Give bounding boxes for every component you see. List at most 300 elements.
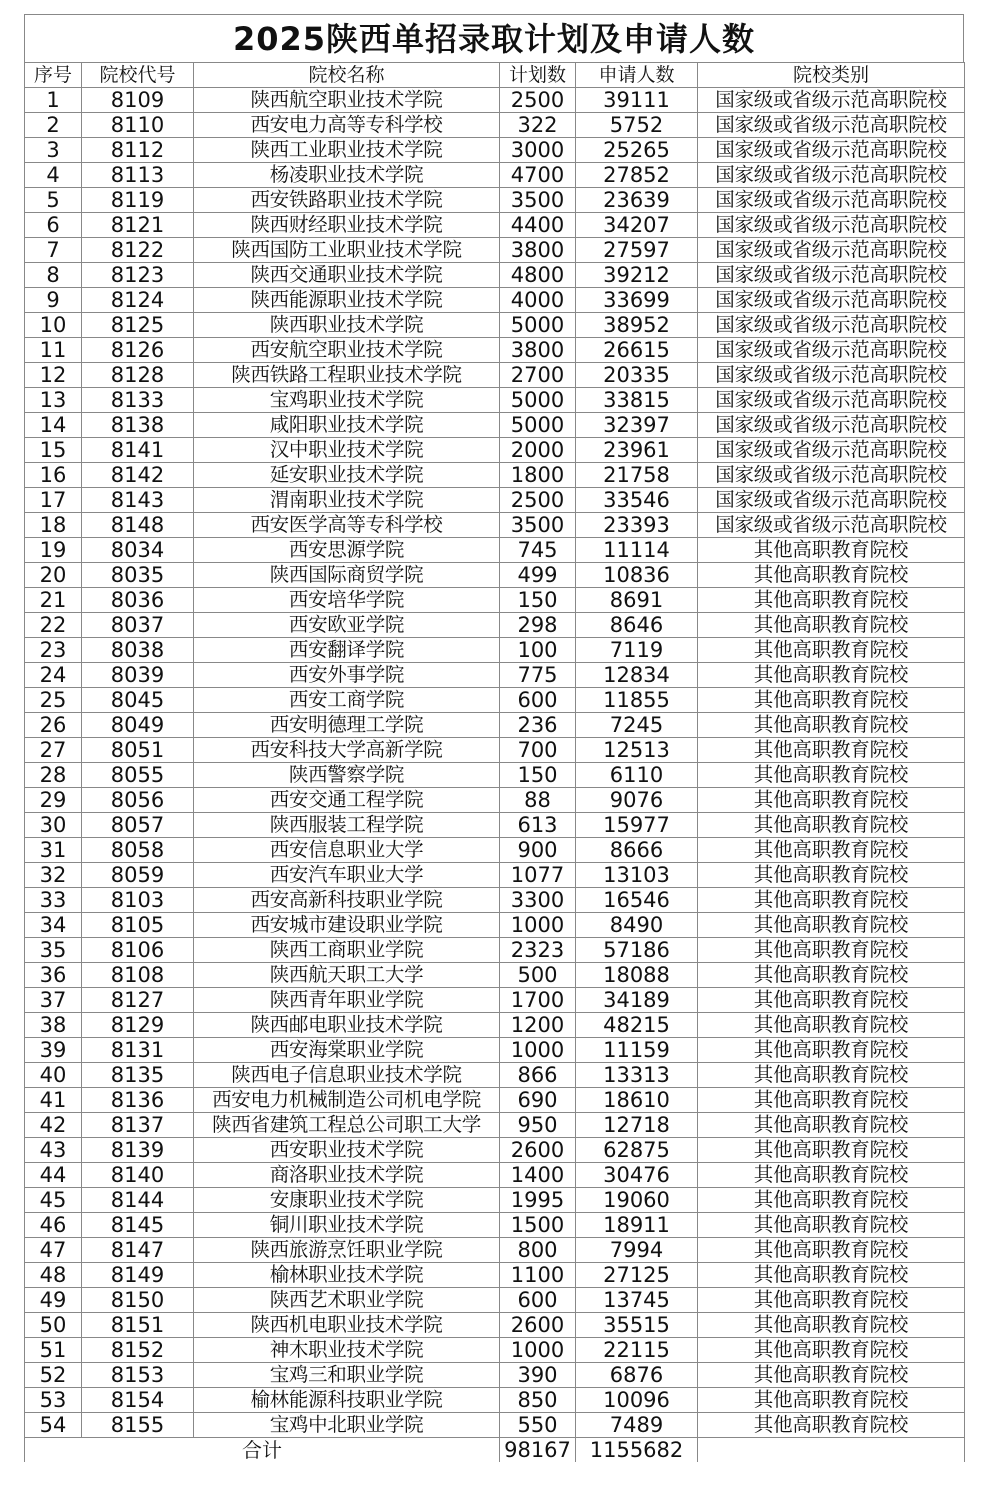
cell-school-name: 西安翻译学院 [194,638,500,663]
cell-school-code: 8149 [82,1263,194,1288]
cell-school-code: 8128 [82,363,194,388]
cell-school-name: 陕西航空职业技术学院 [194,88,500,113]
cell-school-name: 渭南职业技术学院 [194,488,500,513]
cell-school-name: 宝鸡职业技术学院 [194,388,500,413]
cell-school-code: 8153 [82,1363,194,1388]
table-row [25,313,965,338]
cell-school-category: 国家级或省级示范高职院校 [698,338,965,363]
table-row [25,1088,965,1113]
cell-applicant-count: 32397 [576,413,698,438]
cell-school-category: 国家级或省级示范高职院校 [698,88,965,113]
cell-school-category: 国家级或省级示范高职院校 [698,213,965,238]
cell-school-name: 陕西青年职业学院 [194,988,500,1013]
cell-applicant-count: 62875 [576,1138,698,1163]
cell-plan-count: 800 [500,1238,576,1263]
cell-school-category: 其他高职教育院校 [698,638,965,663]
cell-applicant-count: 13745 [576,1288,698,1313]
cell-applicant-count: 23961 [576,438,698,463]
cell-school-code: 8109 [82,88,194,113]
cell-school-name: 陕西旅游烹饪职业学院 [194,1238,500,1263]
cell-plan-count: 1995 [500,1188,576,1213]
cell-school-code: 8145 [82,1213,194,1238]
total-plan: 98167 [500,1438,576,1463]
cell-plan-count: 2000 [500,438,576,463]
cell-school-name: 安康职业技术学院 [194,1188,500,1213]
cell-school-name: 咸阳职业技术学院 [194,413,500,438]
table-row [25,388,965,413]
cell-school-code: 8126 [82,338,194,363]
table-row [25,913,965,938]
cell-applicant-count: 26615 [576,338,698,363]
cell-index: 3 [25,138,82,163]
cell-school-code: 8034 [82,538,194,563]
cell-applicant-count: 33699 [576,288,698,313]
cell-school-category: 其他高职教育院校 [698,1063,965,1088]
cell-school-code: 8139 [82,1138,194,1163]
header-row [25,63,965,88]
table-row [25,813,965,838]
cell-applicant-count: 33815 [576,388,698,413]
cell-index: 47 [25,1238,82,1263]
table-row [25,988,965,1013]
cell-applicant-count: 27852 [576,163,698,188]
table-row [25,788,965,813]
cell-applicant-count: 8490 [576,913,698,938]
cell-school-name: 陕西国防工业职业技术学院 [194,238,500,263]
cell-school-category: 其他高职教育院校 [698,1238,965,1263]
table-row [25,263,965,288]
table-row [25,288,965,313]
cell-applicant-count: 48215 [576,1013,698,1038]
table-row [25,588,965,613]
cell-school-name: 陕西航天职工大学 [194,963,500,988]
cell-school-code: 8103 [82,888,194,913]
table-row [25,138,965,163]
cell-index: 4 [25,163,82,188]
cell-plan-count: 900 [500,838,576,863]
cell-plan-count: 5000 [500,413,576,438]
cell-school-code: 8131 [82,1038,194,1063]
cell-index: 13 [25,388,82,413]
cell-plan-count: 1100 [500,1263,576,1288]
cell-school-category: 其他高职教育院校 [698,613,965,638]
cell-index: 35 [25,938,82,963]
cell-school-code: 8037 [82,613,194,638]
cell-school-name: 延安职业技术学院 [194,463,500,488]
cell-school-name: 西安铁路职业技术学院 [194,188,500,213]
cell-school-code: 8142 [82,463,194,488]
cell-index: 45 [25,1188,82,1213]
cell-school-code: 8049 [82,713,194,738]
cell-index: 10 [25,313,82,338]
cell-index: 23 [25,638,82,663]
header-school-name: 院校名称 [194,63,500,88]
cell-plan-count: 390 [500,1363,576,1388]
cell-applicant-count: 23639 [576,188,698,213]
table-row [25,488,965,513]
cell-school-code: 8056 [82,788,194,813]
cell-plan-count: 500 [500,963,576,988]
cell-plan-count: 950 [500,1113,576,1138]
cell-index: 54 [25,1413,82,1438]
cell-index: 20 [25,563,82,588]
cell-school-category: 其他高职教育院校 [698,988,965,1013]
cell-school-code: 8108 [82,963,194,988]
cell-plan-count: 298 [500,613,576,638]
table-row [25,438,965,463]
cell-index: 24 [25,663,82,688]
cell-school-category: 国家级或省级示范高职院校 [698,138,965,163]
cell-school-name: 陕西交通职业技术学院 [194,263,500,288]
table-row [25,213,965,238]
cell-applicant-count: 5752 [576,113,698,138]
cell-school-category: 其他高职教育院校 [698,563,965,588]
cell-index: 52 [25,1363,82,1388]
cell-index: 11 [25,338,82,363]
table-row [25,513,965,538]
cell-applicant-count: 18088 [576,963,698,988]
cell-school-name: 西安交通工程学院 [194,788,500,813]
table-row [25,1238,965,1263]
cell-applicant-count: 21758 [576,463,698,488]
table-row [25,463,965,488]
cell-school-name: 榆林职业技术学院 [194,1263,500,1288]
cell-index: 25 [25,688,82,713]
cell-school-code: 8039 [82,663,194,688]
cell-applicant-count: 39111 [576,88,698,113]
cell-school-name: 杨凌职业技术学院 [194,163,500,188]
cell-school-category: 其他高职教育院校 [698,1288,965,1313]
cell-school-category: 其他高职教育院校 [698,1138,965,1163]
cell-school-category: 其他高职教育院校 [698,888,965,913]
cell-applicant-count: 33546 [576,488,698,513]
table-row [25,1313,965,1338]
cell-plan-count: 3800 [500,338,576,363]
cell-school-name: 西安外事学院 [194,663,500,688]
cell-school-name: 西安海棠职业学院 [194,1038,500,1063]
cell-school-code: 8136 [82,1088,194,1113]
total-row [25,1438,965,1463]
cell-school-name: 西安航空职业技术学院 [194,338,500,363]
cell-school-name: 西安电力高等专科学校 [194,113,500,138]
total-category-empty [698,1438,965,1463]
table-row [25,88,965,113]
total-label: 合计 [25,1438,500,1463]
cell-applicant-count: 25265 [576,138,698,163]
cell-school-name: 西安电力机械制造公司机电学院 [194,1088,500,1113]
cell-index: 15 [25,438,82,463]
cell-school-category: 国家级或省级示范高职院校 [698,313,965,338]
table-row [25,563,965,588]
cell-school-category: 其他高职教育院校 [698,1013,965,1038]
cell-school-name: 西安欧亚学院 [194,613,500,638]
cell-school-name: 榆林能源科技职业学院 [194,1388,500,1413]
table-row [25,1413,965,1438]
cell-applicant-count: 13313 [576,1063,698,1088]
cell-school-category: 其他高职教育院校 [698,738,965,763]
cell-index: 6 [25,213,82,238]
cell-school-category: 国家级或省级示范高职院校 [698,288,965,313]
cell-school-category: 其他高职教育院校 [698,1388,965,1413]
cell-school-code: 8123 [82,263,194,288]
cell-school-name: 西安汽车职业大学 [194,863,500,888]
cell-applicant-count: 23393 [576,513,698,538]
cell-applicant-count: 27597 [576,238,698,263]
cell-applicant-count: 20335 [576,363,698,388]
cell-applicant-count: 18911 [576,1213,698,1238]
cell-school-category: 其他高职教育院校 [698,1338,965,1363]
cell-school-category: 其他高职教育院校 [698,763,965,788]
cell-school-name: 陕西财经职业技术学院 [194,213,500,238]
cell-school-name: 西安城市建设职业学院 [194,913,500,938]
cell-index: 21 [25,588,82,613]
cell-school-code: 8051 [82,738,194,763]
cell-applicant-count: 7119 [576,638,698,663]
cell-applicant-count: 7489 [576,1413,698,1438]
cell-plan-count: 2500 [500,88,576,113]
cell-school-category: 其他高职教育院校 [698,1188,965,1213]
cell-plan-count: 3500 [500,188,576,213]
cell-index: 22 [25,613,82,638]
cell-school-category: 其他高职教育院校 [698,913,965,938]
cell-plan-count: 775 [500,663,576,688]
cell-school-name: 陕西电子信息职业技术学院 [194,1063,500,1088]
cell-index: 50 [25,1313,82,1338]
cell-school-code: 8110 [82,113,194,138]
table-row [25,838,965,863]
cell-index: 29 [25,788,82,813]
cell-plan-count: 5000 [500,313,576,338]
cell-index: 16 [25,463,82,488]
cell-index: 27 [25,738,82,763]
cell-school-name: 陕西工业职业技术学院 [194,138,500,163]
table-row [25,1263,965,1288]
cell-plan-count: 745 [500,538,576,563]
cell-school-category: 其他高职教育院校 [698,1263,965,1288]
cell-school-code: 8059 [82,863,194,888]
cell-plan-count: 2700 [500,363,576,388]
cell-school-category: 其他高职教育院校 [698,813,965,838]
cell-applicant-count: 11855 [576,688,698,713]
table-title: 2025陕西单招录取计划及申请人数 [24,14,964,62]
cell-school-name: 西安高新科技职业学院 [194,888,500,913]
cell-plan-count: 4800 [500,263,576,288]
cell-index: 38 [25,1013,82,1038]
cell-school-category: 其他高职教育院校 [698,938,965,963]
cell-index: 12 [25,363,82,388]
cell-school-code: 8058 [82,838,194,863]
admission-table [24,62,965,1462]
cell-school-name: 陕西国际商贸学院 [194,563,500,588]
cell-index: 36 [25,963,82,988]
cell-school-name: 铜川职业技术学院 [194,1213,500,1238]
cell-school-category: 其他高职教育院校 [698,838,965,863]
cell-applicant-count: 7245 [576,713,698,738]
cell-school-code: 8055 [82,763,194,788]
cell-index: 32 [25,863,82,888]
cell-school-code: 8138 [82,413,194,438]
table-row [25,163,965,188]
cell-school-name: 西安信息职业大学 [194,838,500,863]
cell-applicant-count: 10096 [576,1388,698,1413]
cell-school-code: 8151 [82,1313,194,1338]
cell-index: 28 [25,763,82,788]
cell-school-code: 8154 [82,1388,194,1413]
cell-school-code: 8038 [82,638,194,663]
cell-school-name: 西安思源学院 [194,538,500,563]
cell-school-code: 8155 [82,1413,194,1438]
cell-index: 53 [25,1388,82,1413]
cell-applicant-count: 19060 [576,1188,698,1213]
cell-index: 17 [25,488,82,513]
cell-index: 48 [25,1263,82,1288]
cell-plan-count: 4000 [500,288,576,313]
cell-school-category: 国家级或省级示范高职院校 [698,113,965,138]
cell-school-code: 8035 [82,563,194,588]
cell-plan-count: 1000 [500,913,576,938]
cell-index: 7 [25,238,82,263]
cell-school-code: 8152 [82,1338,194,1363]
cell-school-name: 陕西邮电职业技术学院 [194,1013,500,1038]
cell-applicant-count: 13103 [576,863,698,888]
cell-school-code: 8137 [82,1113,194,1138]
cell-plan-count: 866 [500,1063,576,1088]
cell-school-name: 西安职业技术学院 [194,1138,500,1163]
cell-plan-count: 1700 [500,988,576,1013]
table-row [25,338,965,363]
cell-applicant-count: 6110 [576,763,698,788]
cell-school-category: 其他高职教育院校 [698,1163,965,1188]
table-row [25,113,965,138]
table-row [25,863,965,888]
table-row [25,688,965,713]
cell-school-category: 其他高职教育院校 [698,863,965,888]
total-applicants: 1155682 [576,1438,698,1463]
cell-school-code: 8122 [82,238,194,263]
cell-applicant-count: 34189 [576,988,698,1013]
cell-plan-count: 690 [500,1088,576,1113]
table-row [25,188,965,213]
cell-plan-count: 600 [500,688,576,713]
cell-school-category: 国家级或省级示范高职院校 [698,238,965,263]
cell-school-code: 8127 [82,988,194,1013]
cell-school-code: 8140 [82,1163,194,1188]
admission-table-sheet [24,14,964,1462]
cell-school-name: 陕西警察学院 [194,763,500,788]
cell-school-name: 陕西工商职业学院 [194,938,500,963]
cell-plan-count: 3500 [500,513,576,538]
cell-school-category: 其他高职教育院校 [698,1088,965,1113]
cell-school-code: 8106 [82,938,194,963]
cell-plan-count: 1200 [500,1013,576,1038]
table-row [25,413,965,438]
cell-plan-count: 1077 [500,863,576,888]
table-row [25,638,965,663]
cell-index: 41 [25,1088,82,1113]
cell-plan-count: 2600 [500,1138,576,1163]
cell-applicant-count: 16546 [576,888,698,913]
cell-school-category: 其他高职教育院校 [698,788,965,813]
cell-school-name: 商洛职业技术学院 [194,1163,500,1188]
cell-school-name: 西安培华学院 [194,588,500,613]
cell-plan-count: 4700 [500,163,576,188]
table-row [25,1288,965,1313]
cell-applicant-count: 10836 [576,563,698,588]
cell-school-name: 西安医学高等专科学校 [194,513,500,538]
cell-plan-count: 5000 [500,388,576,413]
cell-index: 43 [25,1138,82,1163]
header-plan-count: 计划数 [500,63,576,88]
table-row [25,1038,965,1063]
cell-applicant-count: 12834 [576,663,698,688]
cell-school-category: 其他高职教育院校 [698,538,965,563]
cell-school-code: 8150 [82,1288,194,1313]
cell-plan-count: 100 [500,638,576,663]
cell-applicant-count: 7994 [576,1238,698,1263]
cell-index: 1 [25,88,82,113]
cell-school-name: 宝鸡中北职业学院 [194,1413,500,1438]
table-row [25,1388,965,1413]
cell-school-category: 其他高职教育院校 [698,1363,965,1388]
table-row [25,1338,965,1363]
cell-plan-count: 150 [500,763,576,788]
cell-school-category: 国家级或省级示范高职院校 [698,263,965,288]
cell-applicant-count: 8646 [576,613,698,638]
table-row [25,888,965,913]
cell-plan-count: 88 [500,788,576,813]
cell-school-category: 国家级或省级示范高职院校 [698,488,965,513]
cell-plan-count: 700 [500,738,576,763]
cell-applicant-count: 39212 [576,263,698,288]
table-row [25,613,965,638]
cell-plan-count: 499 [500,563,576,588]
cell-plan-count: 1800 [500,463,576,488]
cell-school-category: 国家级或省级示范高职院校 [698,163,965,188]
table-row [25,738,965,763]
cell-school-code: 8113 [82,163,194,188]
cell-index: 2 [25,113,82,138]
cell-plan-count: 150 [500,588,576,613]
table-row [25,363,965,388]
cell-plan-count: 1000 [500,1338,576,1363]
cell-index: 18 [25,513,82,538]
table-row [25,238,965,263]
cell-plan-count: 1500 [500,1213,576,1238]
cell-applicant-count: 8666 [576,838,698,863]
table-row [25,938,965,963]
cell-school-category: 其他高职教育院校 [698,1413,965,1438]
cell-applicant-count: 38952 [576,313,698,338]
cell-school-code: 8148 [82,513,194,538]
cell-school-category: 国家级或省级示范高职院校 [698,388,965,413]
cell-school-code: 8125 [82,313,194,338]
cell-plan-count: 236 [500,713,576,738]
table-row [25,713,965,738]
cell-school-category: 其他高职教育院校 [698,588,965,613]
cell-school-category: 其他高职教育院校 [698,1213,965,1238]
table-row [25,1138,965,1163]
cell-applicant-count: 57186 [576,938,698,963]
cell-index: 44 [25,1163,82,1188]
table-row [25,663,965,688]
cell-school-code: 8057 [82,813,194,838]
cell-school-code: 8112 [82,138,194,163]
cell-applicant-count: 27125 [576,1263,698,1288]
cell-plan-count: 322 [500,113,576,138]
cell-school-category: 国家级或省级示范高职院校 [698,513,965,538]
cell-plan-count: 850 [500,1388,576,1413]
cell-school-category: 其他高职教育院校 [698,1113,965,1138]
